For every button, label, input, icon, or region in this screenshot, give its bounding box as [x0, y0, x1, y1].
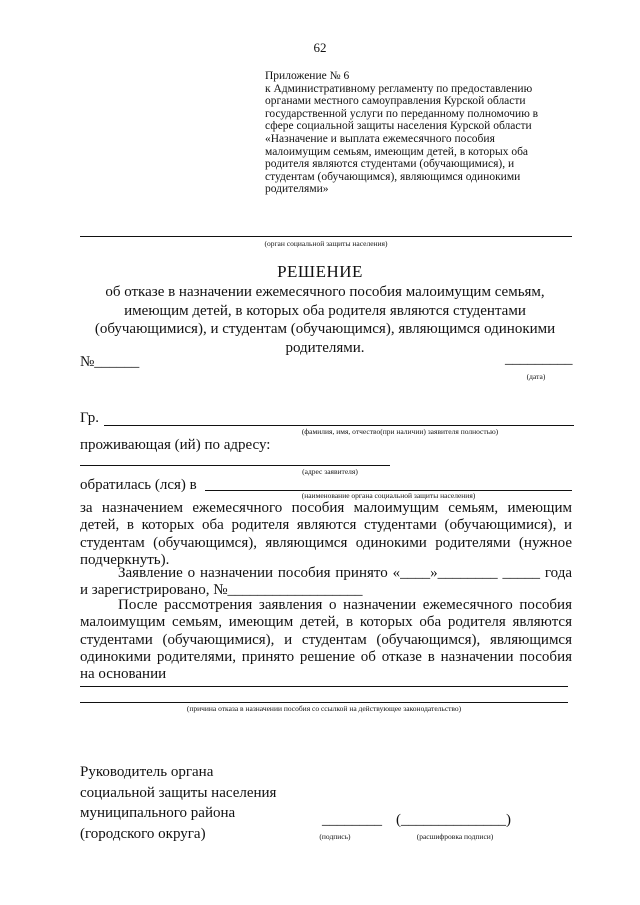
paragraph-line: одинокими родителями, принято решение об отказе в назначении пособия	[80, 648, 572, 665]
appendix-line: государственной услуги по переданному полномочию в	[265, 107, 539, 120]
applied-label: обратилась (лся) в	[80, 477, 197, 493]
reason-line	[80, 686, 568, 687]
document-title: РЕШЕНИЕ	[277, 262, 363, 281]
signature-caption: (подпись)	[319, 832, 351, 841]
registration-paragraph	[80, 565, 572, 600]
application-purpose-paragraph	[80, 500, 572, 569]
paragraph-line: детей, в которых оба родителя являются студентами (обучающимися), и	[80, 517, 572, 534]
subtitle-line: (обучающимися), и студентам (обучающимся), являющимся одинокими	[94, 321, 556, 337]
document-subtitle	[80, 283, 570, 357]
paragraph-line: и зарегистрировано, №__________________	[80, 582, 363, 599]
signer-line: Руководитель органа	[80, 764, 214, 780]
signer-line: социальной защиты населения	[80, 784, 277, 801]
decision-number-field: №______	[80, 354, 140, 370]
citizen-name-line	[104, 425, 574, 426]
date-caption: (дата)	[526, 372, 546, 381]
appendix-line: родителя являются студентами (обучающимися), и	[265, 158, 515, 171]
signer-line: муниципального района	[80, 805, 236, 821]
decision-paragraph	[80, 597, 572, 683]
citizen-label: Гр.	[80, 410, 99, 426]
signature-decode-field: (______________)	[396, 812, 511, 828]
reason-line	[80, 702, 568, 703]
address-line	[80, 465, 390, 466]
organ-line	[80, 236, 572, 237]
appendix-line: к Административному регламенту по предоставлению	[265, 82, 533, 95]
paragraph-line: студентами (обучающимися), и студентам (обучающимся), являющимся	[80, 631, 572, 648]
address-caption: (адрес заявителя)	[302, 467, 358, 476]
signer-block	[80, 762, 276, 844]
appendix-line: сфере социальной защиты населения Курской области	[265, 120, 532, 133]
paragraph-line: малоимущим семьям, имеющим детей, в которых оба родителя являются	[80, 614, 572, 631]
appendix-header	[265, 70, 595, 196]
appendix-line: Приложение № 6	[265, 70, 350, 82]
signature-field: ________	[322, 812, 382, 828]
paragraph-line: на основании	[80, 666, 167, 683]
date-field: _________	[505, 351, 573, 367]
signer-line: (городского округа)	[80, 825, 206, 842]
residing-label: проживающая (ий) по адресу:	[80, 437, 271, 453]
organ-name-caption: (наименование органа социальной защиты населения)	[301, 491, 476, 500]
fio-caption: (фамилия, имя, отчество(при наличии) заявителя полностью)	[301, 427, 499, 436]
appendix-line: родителями»	[265, 183, 329, 196]
paragraph-line: Заявление о назначении пособия принято «____»________ _____ года	[118, 565, 572, 581]
appendix-line: органами местного самоуправления Курской области	[265, 95, 526, 108]
decode-caption: (расшифровка подписи)	[416, 832, 494, 841]
appendix-line: «Назначение и выплата ежемесячного пособия	[265, 132, 495, 145]
appendix-line: малоимущим семьям, имеющим детей, в которых оба	[265, 145, 529, 158]
paragraph-line: за назначением ежемесячного пособия малоимущим семьям, имеющим	[80, 500, 572, 516]
page-number: 62	[313, 40, 327, 55]
organ-caption: (орган социальной защиты населения)	[264, 239, 388, 248]
appendix-line: студентам (обучающимся), являющимся одинокими	[265, 170, 521, 183]
subtitle-line: имеющим детей, в которых оба родителя являются студентами	[124, 302, 526, 319]
subtitle-line: родителями.	[285, 339, 365, 356]
subtitle-line: об отказе в назначении ежемесячного пособия малоимущим семьям,	[105, 284, 545, 300]
reason-caption: (причина отказа в назначении пособия со ссылкой на действующее законодательство)	[186, 704, 462, 713]
paragraph-line: студентам (обучающимся), являющимся одинокими родителями (нужное	[80, 534, 572, 551]
paragraph-line: подчеркнуть).	[80, 551, 170, 568]
paragraph-line: После рассмотрения заявления о назначении ежемесячного пособия	[118, 597, 572, 613]
